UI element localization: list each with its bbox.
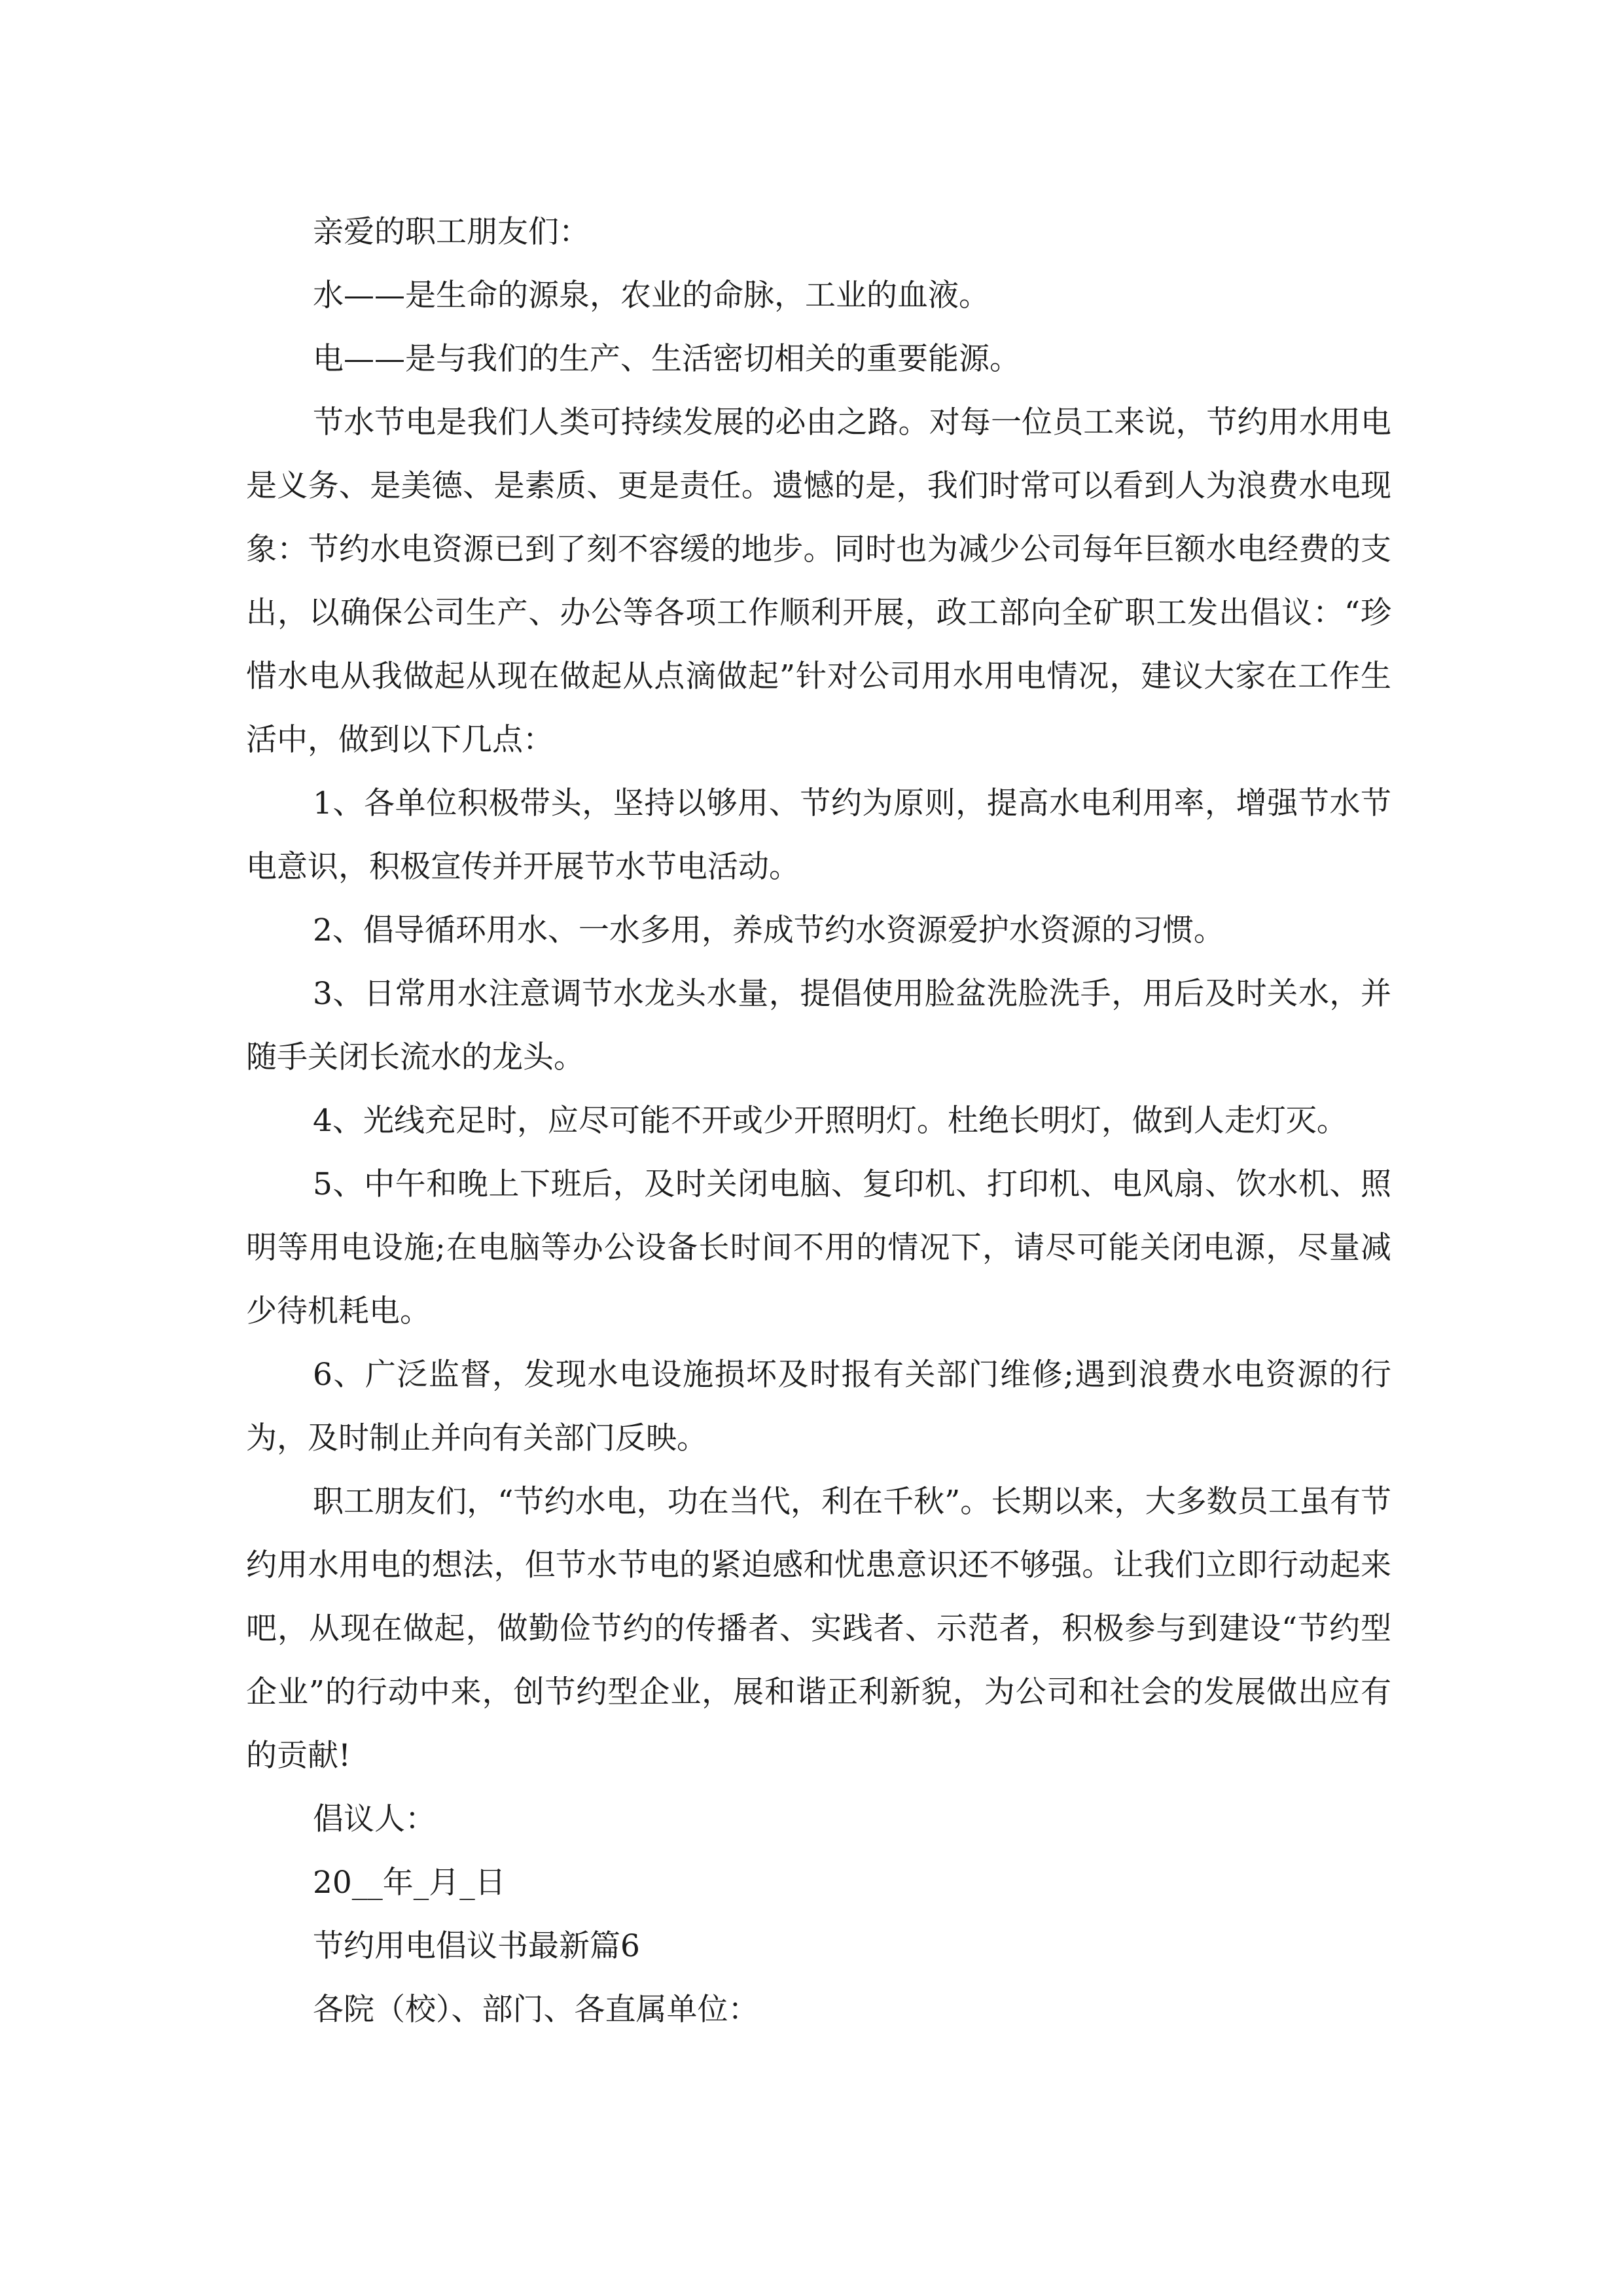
greeting: 亲爱的职工朋友们： [313, 214, 590, 250]
signature-label: 倡议人： [313, 1801, 436, 1837]
paragraph-closing: 职工朋友们，“节约水电，功在当代，利在千秋”。长期以来，大多数员工虽有节约用水用电的想法，但节水节电的紧迫感和忧患意识还不够强。让我们立即行动起来吧，从现在做起，做勤俭节约的传播者、实践者、示范者，积极参与到建设“节约型企业”的行动中来，创节约型企业，展和谐正利新貌，为公司和社会的发展做出应有的贡献! [246, 1484, 1391, 1774]
section-heading: 节约用电倡议书最新篇6 [313, 1928, 640, 1964]
list-item-3: 3、日常用水注意调节水龙头水量，提倡使用脸盆洗脸洗手，用后及时关水，并随手关闭长流水的龙头。 [246, 976, 1391, 1075]
list-item-2: 2、倡导循环用水、一水多用，养成节约水资源爱护水资源的习惯。 [313, 912, 1224, 948]
paragraph-intro: 节水节电是我们人类可持续发展的必由之路。对每一位员工来说，节约用水用电是义务、是美德、是素质、更是责任。遗憾的是，我们时常可以看到人为浪费水电现象：节约水电资源已到了刻不容缓的地步。同时也为减少公司每年巨额水电经费的支出，以确保公司生产、办公等各项工作顺利开展，政工部向全矿职工发出倡议：“珍惜水电从我做起从现在做起从点滴做起”针对公司用水用电情况，建议大家在工作生活中，做到以下几点： [246, 404, 1391, 758]
list-item-1: 1、各单位积极带头，坚持以够用、节约为原则，提高水电利用率，增强节水节电意识，积极宣传并开展节水节电活动。 [246, 785, 1391, 885]
date-line: 20__年_月_日 [313, 1865, 506, 1901]
document-body [246, 200, 1391, 2041]
list-item-5: 5、中午和晚上下班后，及时关闭电脑、复印机、打印机、电风扇、饮水机、照明等用电设施;在电脑等办公设备长时间不用的情况下，请尽可能关闭电源，尽量减少待机耗电。 [246, 1166, 1391, 1329]
list-item-6: 6、广泛监督，发现水电设施损坏及时报有关部门维修;遇到浪费水电资源的行为，及时制止并向有关部门反映。 [246, 1357, 1391, 1456]
recipient-line: 各院（校）、部门、各直属单位： [313, 1992, 759, 2028]
paragraph-water: 水——是生命的源泉，农业的命脉，工业的血液。 [313, 278, 990, 314]
list-item-4: 4、光线充足时，应尽可能不开或少开照明灯。杜绝长明灯，做到人走灯灭。 [313, 1103, 1347, 1139]
paragraph-electricity: 电——是与我们的生产、生活密切相关的重要能源。 [313, 341, 1020, 377]
